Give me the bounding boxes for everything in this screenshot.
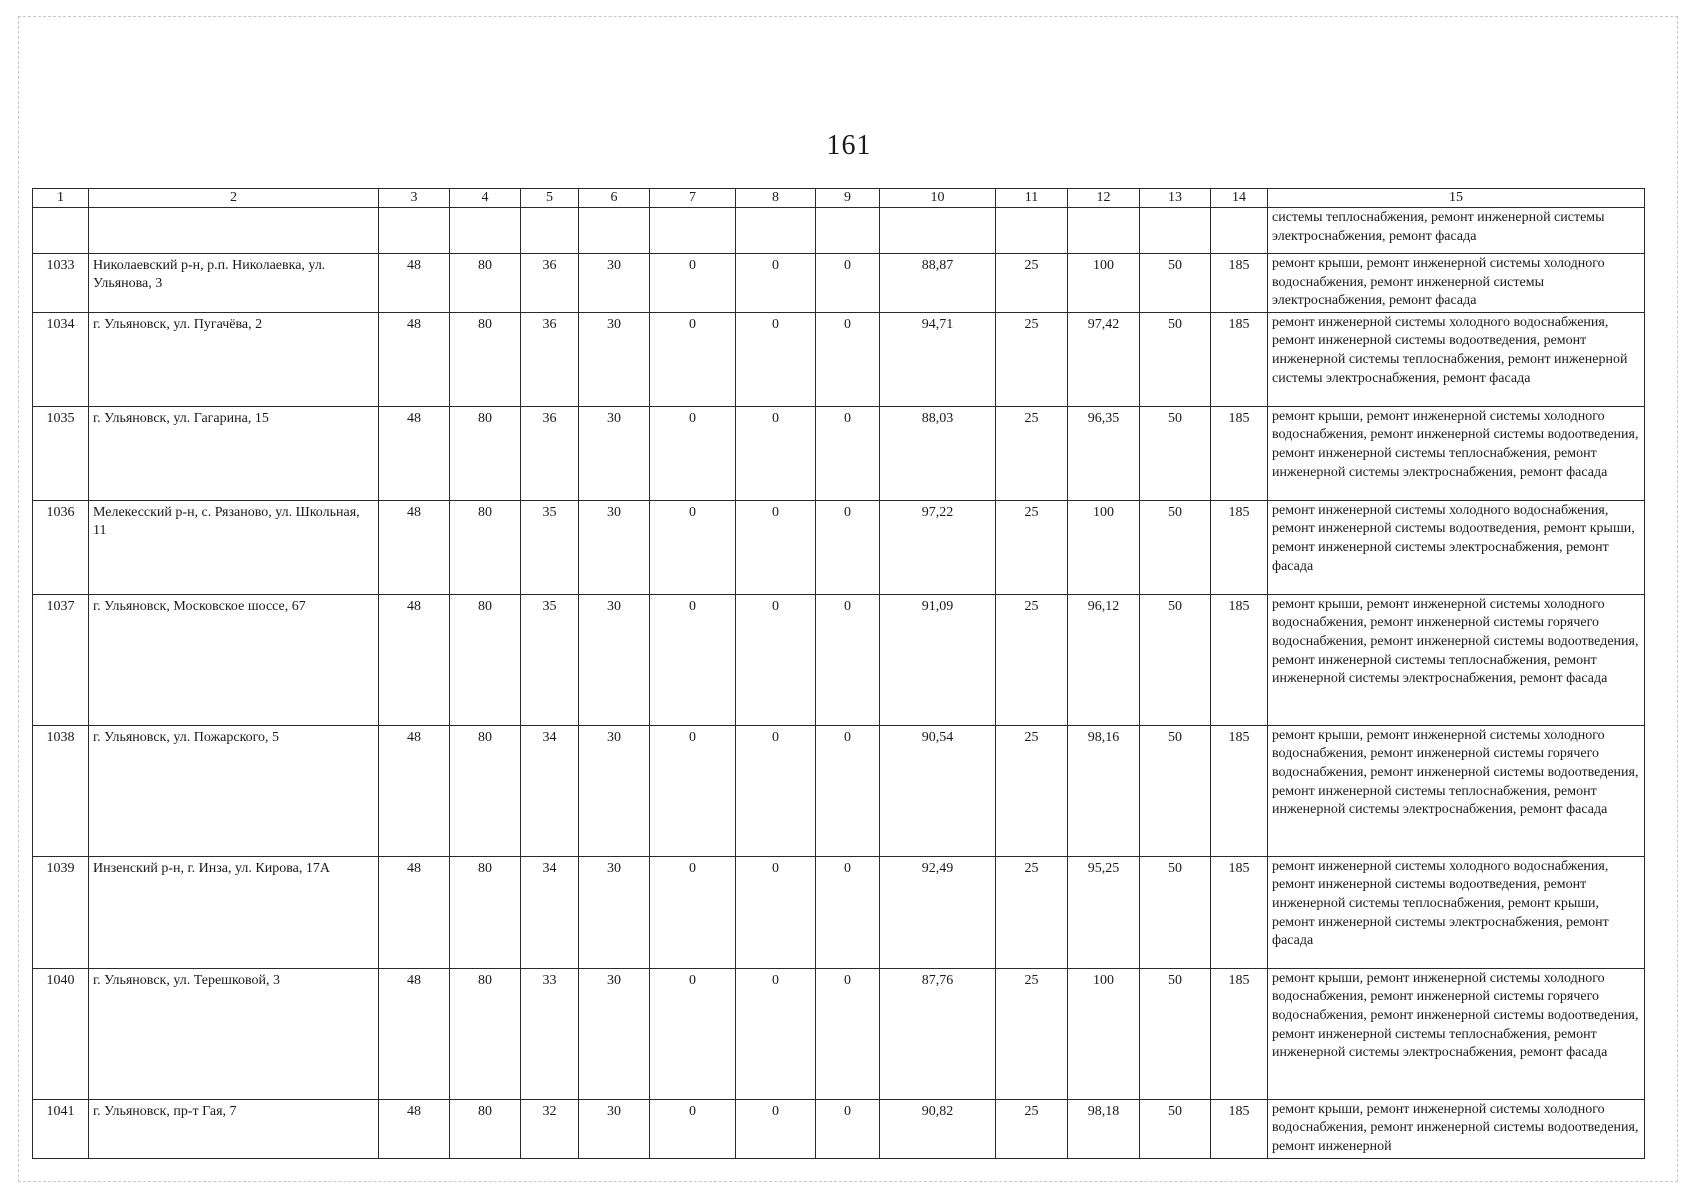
address-cell: г. Ульяновск, ул. Терешковой, 3: [89, 968, 379, 1099]
value-cell: 94,71: [880, 312, 996, 406]
value-cell: 36: [521, 254, 579, 313]
row-number-cell: 1036: [33, 500, 89, 594]
column-header: 2: [89, 189, 379, 208]
value-cell: 48: [379, 594, 450, 725]
value-cell: 0: [736, 312, 816, 406]
table-row: [33, 254, 1645, 313]
value-cell: 30: [579, 968, 650, 1099]
value-cell: 48: [379, 968, 450, 1099]
value-cell: 185: [1211, 500, 1268, 594]
value-cell: 48: [379, 254, 450, 313]
value-cell: 25: [996, 500, 1068, 594]
value-cell: 48: [379, 406, 450, 500]
value-cell: 30: [579, 594, 650, 725]
works-cell: ремонт крыши, ремонт инженерной системы холодного водоснабжения, ремонт инженерной системы водоотведения, ремонт инженерной системы теплоснабжения, ремонт инженерной системы электроснабжения, ремонт фасада: [1268, 406, 1645, 500]
value-cell: 80: [450, 500, 521, 594]
value-cell: 0: [816, 856, 880, 968]
value-cell: 35: [521, 500, 579, 594]
table-cell: [880, 208, 996, 254]
value-cell: 30: [579, 856, 650, 968]
value-cell: 0: [816, 312, 880, 406]
table-cell: [1211, 208, 1268, 254]
value-cell: 48: [379, 725, 450, 856]
continuation-row: [33, 208, 1645, 254]
value-cell: 0: [650, 254, 736, 313]
table-cell: [33, 208, 89, 254]
works-cell: ремонт инженерной системы холодного водоснабжения, ремонт инженерной системы водоотведения, ремонт инженерной системы теплоснабжения, ремонт крыши, ремонт инженерной системы электроснабжения, ремонт фасада: [1268, 856, 1645, 968]
registry-table: [32, 188, 1645, 1159]
value-cell: 91,09: [880, 594, 996, 725]
table-cell: [450, 208, 521, 254]
table-cell: [1068, 208, 1140, 254]
column-header: 1: [33, 189, 89, 208]
value-cell: 48: [379, 500, 450, 594]
row-number-cell: 1033: [33, 254, 89, 313]
value-cell: 185: [1211, 968, 1268, 1099]
table-cell: [579, 208, 650, 254]
value-cell: 25: [996, 1099, 1068, 1158]
table-row: [33, 406, 1645, 500]
table-row: [33, 500, 1645, 594]
address-cell: г. Ульяновск, ул. Пожарского, 5: [89, 725, 379, 856]
column-header: 14: [1211, 189, 1268, 208]
value-cell: 50: [1140, 968, 1211, 1099]
column-header: 3: [379, 189, 450, 208]
value-cell: 30: [579, 312, 650, 406]
value-cell: 95,25: [1068, 856, 1140, 968]
address-cell: Мелекесский р-н, с. Рязаново, ул. Школьная, 11: [89, 500, 379, 594]
value-cell: 97,22: [880, 500, 996, 594]
column-header: 5: [521, 189, 579, 208]
value-cell: 30: [579, 725, 650, 856]
column-header: 7: [650, 189, 736, 208]
value-cell: 0: [736, 1099, 816, 1158]
value-cell: 0: [816, 500, 880, 594]
row-number-cell: 1034: [33, 312, 89, 406]
value-cell: 0: [816, 725, 880, 856]
value-cell: 33: [521, 968, 579, 1099]
column-header: 12: [1068, 189, 1140, 208]
value-cell: 100: [1068, 968, 1140, 1099]
value-cell: 80: [450, 406, 521, 500]
column-header: 6: [579, 189, 650, 208]
row-number-cell: 1037: [33, 594, 89, 725]
table-cell: [379, 208, 450, 254]
value-cell: 0: [736, 968, 816, 1099]
address-cell: г. Ульяновск, ул. Пугачёва, 2: [89, 312, 379, 406]
value-cell: 25: [996, 254, 1068, 313]
value-cell: 0: [736, 254, 816, 313]
row-number-cell: 1035: [33, 406, 89, 500]
value-cell: 100: [1068, 500, 1140, 594]
address-cell: г. Ульяновск, Московское шоссе, 67: [89, 594, 379, 725]
works-cell: ремонт крыши, ремонт инженерной системы холодного водоснабжения, ремонт инженерной системы горячего водоснабжения, ремонт инженерной системы водоотведения, ремонт инженерной системы теплоснабжения, ремонт инженерной системы электроснабжения, ремонт фасада: [1268, 725, 1645, 856]
works-cell: ремонт инженерной системы холодного водоснабжения, ремонт инженерной системы водоотведения, ремонт инженерной системы теплоснабжения, ремонт инженерной системы электроснабжения, ремонт фасада: [1268, 312, 1645, 406]
value-cell: 50: [1140, 725, 1211, 856]
value-cell: 97,42: [1068, 312, 1140, 406]
value-cell: 0: [736, 725, 816, 856]
value-cell: 98,16: [1068, 725, 1140, 856]
value-cell: 50: [1140, 594, 1211, 725]
value-cell: 96,12: [1068, 594, 1140, 725]
value-cell: 88,03: [880, 406, 996, 500]
table-row: [33, 856, 1645, 968]
column-header: 15: [1268, 189, 1645, 208]
value-cell: 96,35: [1068, 406, 1140, 500]
value-cell: 0: [650, 856, 736, 968]
works-cell: ремонт крыши, ремонт инженерной системы холодного водоснабжения, ремонт инженерной системы горячего водоснабжения, ремонт инженерной системы водоотведения, ремонт инженерной системы теплоснабжения, ремонт инженерной системы электроснабжения, ремонт фасада: [1268, 968, 1645, 1099]
table-row: [33, 594, 1645, 725]
address-cell: Николаевский р-н, р.п. Николаевка, ул. Ульянова, 3: [89, 254, 379, 313]
value-cell: 25: [996, 406, 1068, 500]
table-cell: [996, 208, 1068, 254]
table-cell: [736, 208, 816, 254]
value-cell: 80: [450, 312, 521, 406]
value-cell: 80: [450, 594, 521, 725]
value-cell: 50: [1140, 856, 1211, 968]
value-cell: 48: [379, 1099, 450, 1158]
column-header: 10: [880, 189, 996, 208]
value-cell: 185: [1211, 406, 1268, 500]
column-header: 11: [996, 189, 1068, 208]
value-cell: 34: [521, 725, 579, 856]
value-cell: 35: [521, 594, 579, 725]
value-cell: 185: [1211, 254, 1268, 313]
value-cell: 0: [736, 406, 816, 500]
value-cell: 87,76: [880, 968, 996, 1099]
value-cell: 0: [816, 1099, 880, 1158]
address-cell: Инзенский р-н, г. Инза, ул. Кирова, 17А: [89, 856, 379, 968]
value-cell: 50: [1140, 254, 1211, 313]
value-cell: 0: [816, 406, 880, 500]
value-cell: 0: [650, 1099, 736, 1158]
address-cell: г. Ульяновск, пр-т Гая, 7: [89, 1099, 379, 1158]
works-cell: ремонт крыши, ремонт инженерной системы холодного водоснабжения, ремонт инженерной системы водоотведения, ремонт инженерной: [1268, 1099, 1645, 1158]
value-cell: 80: [450, 968, 521, 1099]
row-number-cell: 1039: [33, 856, 89, 968]
value-cell: 100: [1068, 254, 1140, 313]
value-cell: 0: [650, 725, 736, 856]
table-row: [33, 725, 1645, 856]
value-cell: 185: [1211, 725, 1268, 856]
value-cell: 80: [450, 1099, 521, 1158]
value-cell: 0: [650, 500, 736, 594]
row-number-cell: 1041: [33, 1099, 89, 1158]
table-row: [33, 1099, 1645, 1158]
value-cell: 88,87: [880, 254, 996, 313]
value-cell: 25: [996, 594, 1068, 725]
value-cell: 50: [1140, 312, 1211, 406]
works-cell: ремонт крыши, ремонт инженерной системы холодного водоснабжения, ремонт инженерной системы горячего водоснабжения, ремонт инженерной системы водоотведения, ремонт инженерной системы теплоснабжения, ремонт инженерной системы электроснабжения, ремонт фасада: [1268, 594, 1645, 725]
value-cell: 0: [816, 594, 880, 725]
value-cell: 50: [1140, 406, 1211, 500]
value-cell: 98,18: [1068, 1099, 1140, 1158]
value-cell: 80: [450, 254, 521, 313]
column-header: 13: [1140, 189, 1211, 208]
value-cell: 25: [996, 968, 1068, 1099]
row-number-cell: 1038: [33, 725, 89, 856]
value-cell: 50: [1140, 500, 1211, 594]
value-cell: 0: [650, 312, 736, 406]
value-cell: 92,49: [880, 856, 996, 968]
value-cell: 25: [996, 725, 1068, 856]
value-cell: 185: [1211, 312, 1268, 406]
value-cell: 80: [450, 856, 521, 968]
page-number: 161: [826, 130, 872, 161]
value-cell: 48: [379, 856, 450, 968]
row-number-cell: 1040: [33, 968, 89, 1099]
value-cell: 0: [816, 968, 880, 1099]
value-cell: 185: [1211, 856, 1268, 968]
value-cell: 185: [1211, 1099, 1268, 1158]
value-cell: 185: [1211, 594, 1268, 725]
works-cell: ремонт крыши, ремонт инженерной системы холодного водоснабжения, ремонт инженерной системы электроснабжения, ремонт фасада: [1268, 254, 1645, 313]
table-cell: [1140, 208, 1211, 254]
address-cell: г. Ульяновск, ул. Гагарина, 15: [89, 406, 379, 500]
value-cell: 0: [650, 594, 736, 725]
value-cell: 25: [996, 312, 1068, 406]
table-cell: [89, 208, 379, 254]
header-row: [33, 189, 1645, 208]
column-header: 8: [736, 189, 816, 208]
column-header: 9: [816, 189, 880, 208]
value-cell: 0: [736, 500, 816, 594]
value-cell: 0: [650, 406, 736, 500]
value-cell: 90,54: [880, 725, 996, 856]
value-cell: 32: [521, 1099, 579, 1158]
column-header: 4: [450, 189, 521, 208]
table-cell: [521, 208, 579, 254]
table-row: [33, 312, 1645, 406]
value-cell: 80: [450, 725, 521, 856]
value-cell: 36: [521, 312, 579, 406]
value-cell: 30: [579, 500, 650, 594]
works-cell: ремонт инженерной системы холодного водоснабжения, ремонт инженерной системы водоотведения, ремонт крыши, ремонт инженерной системы электроснабжения, ремонт фасада: [1268, 500, 1645, 594]
value-cell: 0: [650, 968, 736, 1099]
value-cell: 34: [521, 856, 579, 968]
table-row: [33, 968, 1645, 1099]
table-cell: [816, 208, 880, 254]
table-cell: [650, 208, 736, 254]
value-cell: 25: [996, 856, 1068, 968]
value-cell: 30: [579, 1099, 650, 1158]
works-cell: системы теплоснабжения, ремонт инженерной системы электроснабжения, ремонт фасада: [1268, 208, 1645, 254]
value-cell: 90,82: [880, 1099, 996, 1158]
value-cell: 50: [1140, 1099, 1211, 1158]
value-cell: 30: [579, 254, 650, 313]
value-cell: 36: [521, 406, 579, 500]
value-cell: 30: [579, 406, 650, 500]
value-cell: 48: [379, 312, 450, 406]
value-cell: 0: [736, 594, 816, 725]
value-cell: 0: [736, 856, 816, 968]
value-cell: 0: [816, 254, 880, 313]
